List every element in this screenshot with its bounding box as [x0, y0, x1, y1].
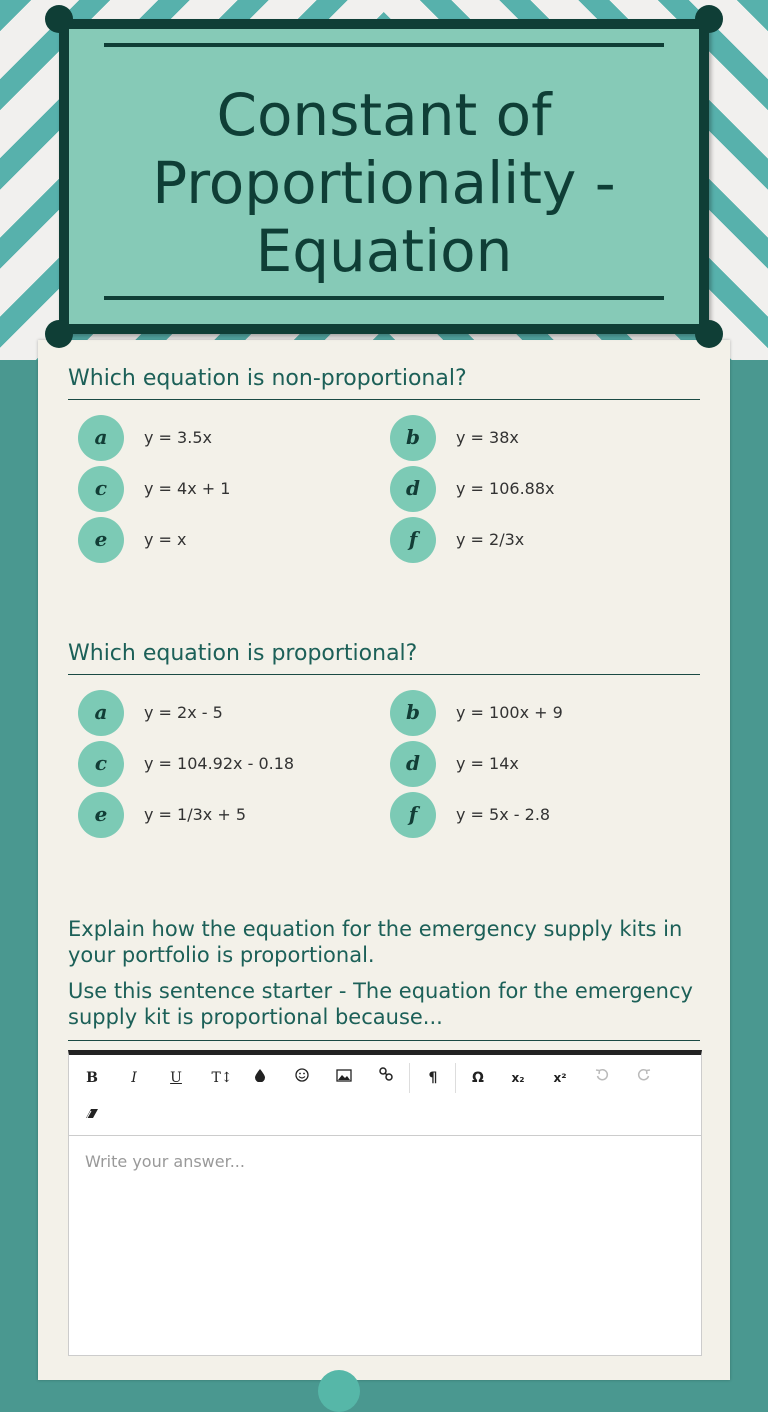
- option-d[interactable]: [380, 741, 680, 787]
- toolbar-separator: [409, 1063, 410, 1093]
- superscript-button[interactable]: x²: [553, 1071, 567, 1085]
- question-1: [68, 366, 700, 575]
- option-text: y = 14x: [456, 754, 519, 773]
- corner-ornament: [695, 320, 723, 348]
- question-2-prompt: Which equation is proportional?: [68, 641, 700, 675]
- title-card: [59, 19, 709, 334]
- option-letter-bubble[interactable]: f: [390, 792, 436, 838]
- underline-button[interactable]: U: [170, 1070, 182, 1086]
- option-text: y = x: [144, 530, 187, 549]
- essay-question: [68, 916, 700, 1041]
- option-letter-bubble[interactable]: e: [78, 792, 124, 838]
- option-c[interactable]: [68, 741, 368, 787]
- option-f[interactable]: [380, 792, 680, 838]
- question-2-options: [68, 690, 700, 850]
- option-letter-bubble[interactable]: e: [78, 517, 124, 563]
- option-b[interactable]: [380, 415, 680, 461]
- option-letter-bubble[interactable]: c: [78, 466, 124, 512]
- option-letter-bubble[interactable]: d: [390, 741, 436, 787]
- answer-input[interactable]: Write your answer...: [85, 1152, 245, 1171]
- option-text: y = 104.92x - 0.18: [144, 754, 295, 773]
- link-icon[interactable]: [371, 1063, 401, 1093]
- option-letter-bubble[interactable]: a: [78, 415, 124, 461]
- toolbar-separator: [455, 1063, 456, 1093]
- option-text: y = 38x: [456, 428, 519, 447]
- option-b[interactable]: [380, 690, 680, 736]
- redo-icon[interactable]: [629, 1063, 659, 1093]
- option-text: y = 2x - 5: [144, 703, 223, 722]
- corner-ornament: [695, 5, 723, 33]
- italic-button[interactable]: I: [131, 1070, 137, 1086]
- title-rule-bottom: [104, 296, 664, 300]
- option-text: y = 100x + 9: [456, 703, 563, 722]
- subscript-button[interactable]: x₂: [511, 1071, 525, 1085]
- option-letter-bubble[interactable]: f: [390, 517, 436, 563]
- text-size-button[interactable]: T↕: [211, 1070, 233, 1086]
- option-c[interactable]: [68, 466, 368, 512]
- option-text: y = 2/3x: [456, 530, 525, 549]
- option-text: y = 3.5x: [144, 428, 212, 447]
- option-d[interactable]: [380, 466, 680, 512]
- emoji-icon[interactable]: [287, 1063, 317, 1093]
- option-letter-bubble[interactable]: b: [390, 690, 436, 736]
- page-title: Constant of Proportionality - Equation: [152, 81, 616, 285]
- rich-text-editor: [68, 1050, 702, 1356]
- option-text: y = 5x - 2.8: [456, 805, 551, 824]
- question-2: [68, 641, 700, 850]
- title-card-inner: [69, 29, 699, 324]
- special-character-button[interactable]: Ω: [472, 1070, 484, 1086]
- paragraph-direction-button[interactable]: ¶: [428, 1070, 438, 1086]
- submit-button-partial[interactable]: [318, 1370, 360, 1412]
- option-f[interactable]: [380, 517, 680, 563]
- option-a[interactable]: [68, 415, 368, 461]
- corner-ornament: [45, 5, 73, 33]
- bold-button[interactable]: B: [86, 1070, 98, 1086]
- option-text: y = 1/3x + 5: [144, 805, 247, 824]
- essay-prompt-line1: Explain how the equation for the emergency supply kits in your portfolio is proportional.: [68, 917, 683, 967]
- option-letter-bubble[interactable]: b: [390, 415, 436, 461]
- clear-formatting-icon[interactable]: [77, 1101, 107, 1131]
- essay-prompt-line2: Use this sentence starter - The equation for the emergency supply kit is proportional because...: [68, 978, 700, 1041]
- question-1-options: [68, 415, 700, 575]
- option-e[interactable]: [68, 792, 368, 838]
- option-letter-bubble[interactable]: a: [78, 690, 124, 736]
- option-a[interactable]: [68, 690, 368, 736]
- editor-toolbar: [69, 1055, 701, 1136]
- option-text: y = 106.88x: [456, 479, 555, 498]
- text-color-icon[interactable]: [245, 1063, 275, 1093]
- option-letter-bubble[interactable]: d: [390, 466, 436, 512]
- undo-icon[interactable]: [587, 1063, 617, 1093]
- option-text: y = 4x + 1: [144, 479, 231, 498]
- option-e[interactable]: [68, 517, 368, 563]
- title-rule-top: [104, 43, 664, 47]
- question-1-prompt: Which equation is non-proportional?: [68, 366, 700, 400]
- option-letter-bubble[interactable]: c: [78, 741, 124, 787]
- corner-ornament: [45, 320, 73, 348]
- image-icon[interactable]: [329, 1063, 359, 1093]
